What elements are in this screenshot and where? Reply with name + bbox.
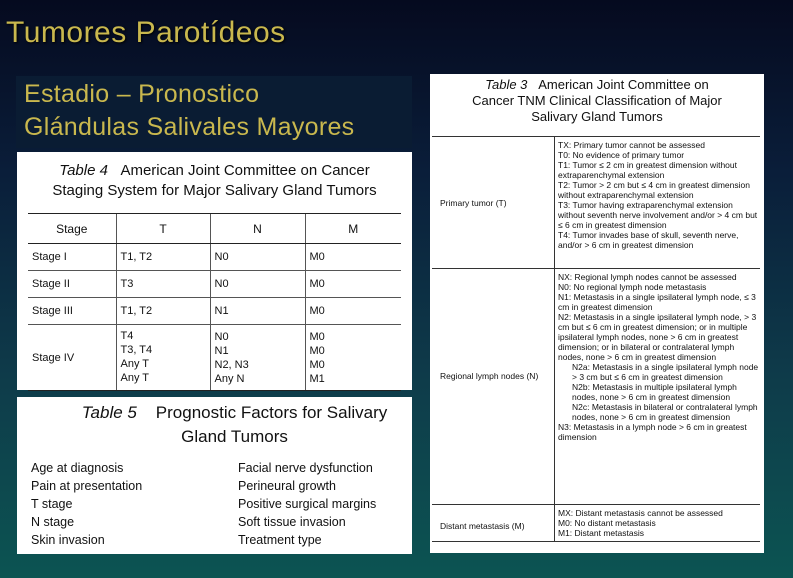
header-t: T xyxy=(116,214,210,244)
t-cell: T1, T2 xyxy=(116,244,210,271)
column-divider xyxy=(554,136,555,541)
t-value: T3, T4 xyxy=(120,344,153,356)
list-item: N1: Metastasis in a single ipsilateral lymph node, ≤ 3 cm in greatest dimension xyxy=(558,292,756,312)
list-item: Soft tissue invasion xyxy=(238,515,346,529)
divider xyxy=(432,504,760,505)
distant-metastasis-definitions xyxy=(558,508,762,538)
table5-panel xyxy=(17,397,412,554)
list-item: T1: Tumor ≤ 2 cm in greatest dimension without extraparenchymal extension xyxy=(558,160,737,180)
primary-tumor-label: Primary tumor (T) xyxy=(440,198,507,208)
n-value: N0 xyxy=(214,330,229,343)
m-value: M0 xyxy=(309,330,325,343)
table3-caption-line3: Salivary Gland Tumors xyxy=(531,109,663,124)
header-m: M xyxy=(305,214,401,244)
m-cell: M0 xyxy=(305,271,401,298)
regional-lymph-nodes-definitions xyxy=(558,272,762,442)
m-cell xyxy=(305,325,401,391)
header-n: N xyxy=(210,214,305,244)
list-item: N2: Metastasis in a single ipsilateral lymph node, > 3 cm but ≤ 6 cm in greatest dimension; or in multiple ipsilateral lymph nodes, none > 6 cm in greatest dimension; or in bilateral or contralateral lymph nodes, none > 6 cm in greatest dimension xyxy=(558,312,757,362)
n-cell: N0 xyxy=(210,244,305,271)
m-cell: M0 xyxy=(305,244,401,271)
table3-caption-line2: Cancer TNM Clinical Classification of Major xyxy=(472,93,722,108)
table5-caption xyxy=(57,401,412,449)
divider xyxy=(432,541,760,542)
n-cell xyxy=(210,325,305,391)
stage-cell: Stage I xyxy=(28,244,116,271)
table4-caption-line1: American Joint Committee on Cancer xyxy=(120,162,370,179)
list-item: Skin invasion xyxy=(31,533,105,547)
n-value: N2, N3 xyxy=(214,358,249,371)
t-value: Any T xyxy=(120,358,150,370)
table5-number: Table 5 xyxy=(81,403,137,422)
staging-header-row xyxy=(28,214,401,244)
table3-number: Table 3 xyxy=(485,77,528,92)
list-item: NX: Regional lymph nodes cannot be assessed xyxy=(558,272,737,282)
t-cell xyxy=(116,325,210,391)
list-item: T4: Tumor invades base of skull, seventh nerve, and/or > 6 cm in greatest dimension xyxy=(558,230,739,250)
list-item: TX: Primary tumor cannot be assessed xyxy=(558,140,705,150)
divider xyxy=(432,268,760,269)
n-value: Any N xyxy=(214,372,245,385)
subtitle-line-1: Estadio – Pronostico xyxy=(24,80,260,108)
t-cell: T1, T2 xyxy=(116,298,210,325)
list-item: N stage xyxy=(31,515,75,529)
list-item: MX: Distant metastasis cannot be assessed xyxy=(558,508,723,518)
list-item: T3: Tumor having extraparenchymal extension without seventh nerve involvement and/or > 4 cm but ≤ 6 cm in greatest dimension xyxy=(558,200,758,230)
divider xyxy=(432,136,760,137)
regional-lymph-nodes-label: Regional lymph nodes (N) xyxy=(440,371,539,381)
list-item: N2b: Metastasis in multiple ipsilateral lymph nodes, none > 6 cm in greatest dimension xyxy=(572,382,737,402)
m-cell: M0 xyxy=(305,298,401,325)
m-value: M0 xyxy=(309,358,325,371)
n-value: N1 xyxy=(214,344,229,357)
list-item: N2a: Metastasis in a single ipsilateral lymph node > 3 cm but ≤ 6 cm in greatest dimension xyxy=(572,362,759,382)
prognostic-factors-right xyxy=(238,459,376,549)
list-item: N2c: Metastasis in bilateral or contralateral lymph nodes, none > 6 cm in greatest dimension xyxy=(572,402,758,422)
stage-cell: Stage III xyxy=(28,298,116,325)
list-item: N3: Metastasis in a lymph node > 6 cm in greatest dimension xyxy=(558,422,747,442)
table-row xyxy=(28,244,401,271)
table3-caption xyxy=(430,77,764,125)
t-value: Any T xyxy=(120,372,150,384)
table3-caption-line1: American Joint Committee on xyxy=(538,77,709,92)
m-value: M1 xyxy=(309,372,325,385)
table3-panel xyxy=(430,74,764,553)
prognostic-factors-left xyxy=(31,459,142,549)
distant-metastasis-label: Distant metastasis (M) xyxy=(440,521,525,531)
table4-caption xyxy=(17,161,412,201)
table-row xyxy=(28,325,401,391)
t-value: T4 xyxy=(120,330,134,342)
stage-cell: Stage IV xyxy=(28,325,116,391)
table4-panel xyxy=(17,152,412,390)
table4-number: Table 4 xyxy=(59,162,108,179)
table4-caption-line2: Staging System for Major Salivary Gland Tumors xyxy=(52,182,377,199)
header-stage: Stage xyxy=(28,214,116,244)
list-item: M0: No distant metastasis xyxy=(558,518,656,528)
list-item: N0: No regional lymph node metastasis xyxy=(558,282,707,292)
primary-tumor-definitions xyxy=(558,140,762,250)
table5-caption-line1: Prognostic Factors for Salivary xyxy=(155,403,388,422)
list-item: Perineural growth xyxy=(238,479,336,493)
stage-cell: Stage II xyxy=(28,271,116,298)
list-item: Facial nerve dysfunction xyxy=(238,461,373,475)
table5-caption-line2: Gland Tumors xyxy=(181,427,288,446)
list-item: T stage xyxy=(31,497,73,511)
n-cell: N1 xyxy=(210,298,305,325)
t-cell: T3 xyxy=(116,271,210,298)
n-cell: N0 xyxy=(210,271,305,298)
list-item: Pain at presentation xyxy=(31,479,143,493)
subtitle-line-2: Glándulas Salivales Mayores xyxy=(24,113,355,141)
slide-title: Tumores Parotídeos xyxy=(6,16,286,49)
subtitle-box xyxy=(16,76,412,148)
list-item: Treatment type xyxy=(238,533,322,547)
list-item: Positive surgical margins xyxy=(238,497,377,511)
list-item: M1: Distant metastasis xyxy=(558,528,644,538)
list-item: Age at diagnosis xyxy=(31,461,124,475)
staging-table xyxy=(28,213,401,391)
list-item: T0: No evidence of primary tumor xyxy=(558,150,685,160)
list-item: T2: Tumor > 2 cm but ≤ 4 cm in greatest dimension without extraparenchymal extension xyxy=(558,180,750,200)
m-value: M0 xyxy=(309,344,325,357)
table-row xyxy=(28,271,401,298)
table-row xyxy=(28,298,401,325)
